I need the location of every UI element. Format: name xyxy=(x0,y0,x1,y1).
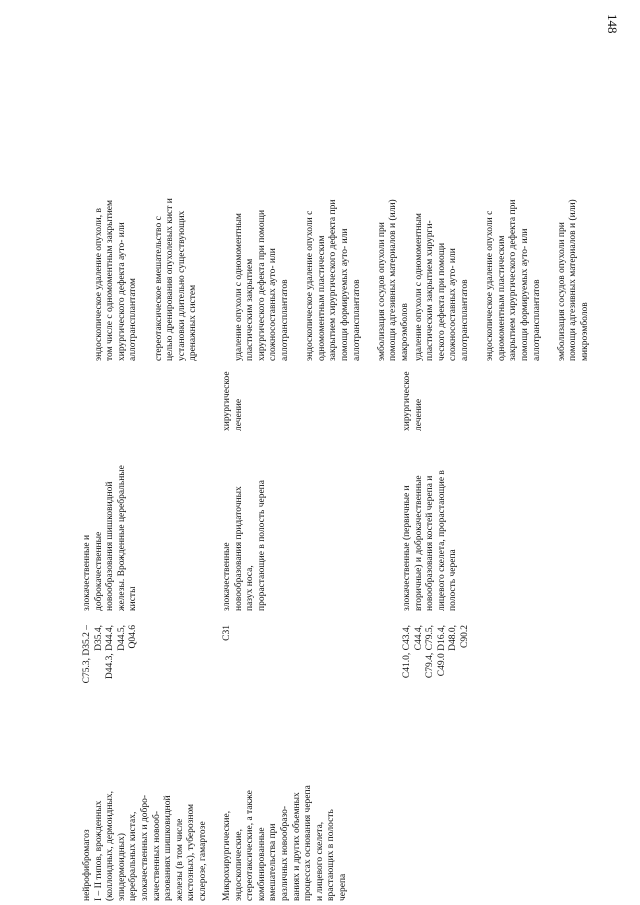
treatment-item: эндоскопическое удаление опухоли с одномоментным пластическим закрытием хирургического дефекта при помощи формируемых ауто- или аллотрансплантатов xyxy=(485,199,542,361)
table-row xyxy=(400,15,640,905)
table-row xyxy=(80,15,220,905)
treatment-item: удаление опухоли с одномоментным пластическим закрытием хирургического дефекта при помощи сложносоставных ауто- или аллотрансплантатов xyxy=(233,209,290,361)
treatment-method-cell xyxy=(220,15,410,365)
diagnosis-cell: злокачественные новообразования придаточных пазух носа, прорастающие в полость черепа xyxy=(222,480,267,611)
diagnosis-cell: злокачественные и доброкачественные новообразования шишковидной железы. Врожденные церебральные кисты xyxy=(82,465,139,611)
treatment-method-cell xyxy=(400,15,640,365)
treatment-type-cell: хирургическое лечение xyxy=(402,371,424,431)
rotated-table xyxy=(80,15,640,905)
icd-code-cell: C31 xyxy=(222,625,232,641)
treatment-item: удаление опухоли с одномоментным пластическим закрытием хирурги- ческого дефекта при помощи сложносоставных ауто- или аллотрансплантатов xyxy=(413,213,470,361)
treatment-type-cell xyxy=(80,365,220,435)
page-number: 148 xyxy=(605,14,620,34)
treatment-type-cell: хирургическое лечение xyxy=(222,371,244,431)
treatment-item: эндоскопическое удаление опухоли с одномоментным пластическим закрытием хирургического дефекта при помощи формируемых ауто- или аллотрансплантатов xyxy=(305,199,362,361)
treatment-item: эмболизация сосудов опухоли при помощи адгезивных материалов и (или) макроэмболов xyxy=(376,199,410,361)
method-cell xyxy=(400,695,640,905)
method-cell: нейрофибромагоз I – II типов, врожденных (коллоидных, дермоидных, эпидермоидных) церебральных кистах, злокачественных и добро- качественных новооб- разованиях шишковидной железы (в том числе кистозных), туберозном склерозе, гамартозе xyxy=(82,791,208,901)
diagnosis-cell: злокачественные (первичные и вторичные) и доброкачественные новообразования костей черепа и лицевого скелета, прорастающие в полость черепа xyxy=(402,470,459,611)
icd-code-cell: C75.3, D35.2 – D35.4, D44.3, D44.4, D44.5, Q04.6 xyxy=(82,625,139,684)
treatment-item: стереотаксическое вмешательство с целью дренирования опухолевых кист и установки длительно существующих дренажных систем xyxy=(153,198,199,361)
method-cell: Микрохирургические, эндоскопические, стереотаксические, а также комбинированные вмешательства при различных новообразо- ваниях и других объемных процессах основания черепа и лицевого скелета, врастающих в полость черепа xyxy=(222,785,348,901)
treatment-item: эмболизация сосудов опухоли при помощи адгезивных материалов и (или) микроэмболов xyxy=(556,199,590,361)
treatment-item: эндоскопическое удаление опухоли, в том числе с одномоментным закрытием хирургического дефекта ауто- или аллотрансплантатом xyxy=(93,199,139,361)
treatment-method-cell xyxy=(80,15,220,365)
table-row xyxy=(220,15,410,905)
icd-code-cell: C41.0, C43.4, C44.4, C79.4, C79.5, C49.0 D16.4, D48.0, C90.2 xyxy=(402,625,470,679)
